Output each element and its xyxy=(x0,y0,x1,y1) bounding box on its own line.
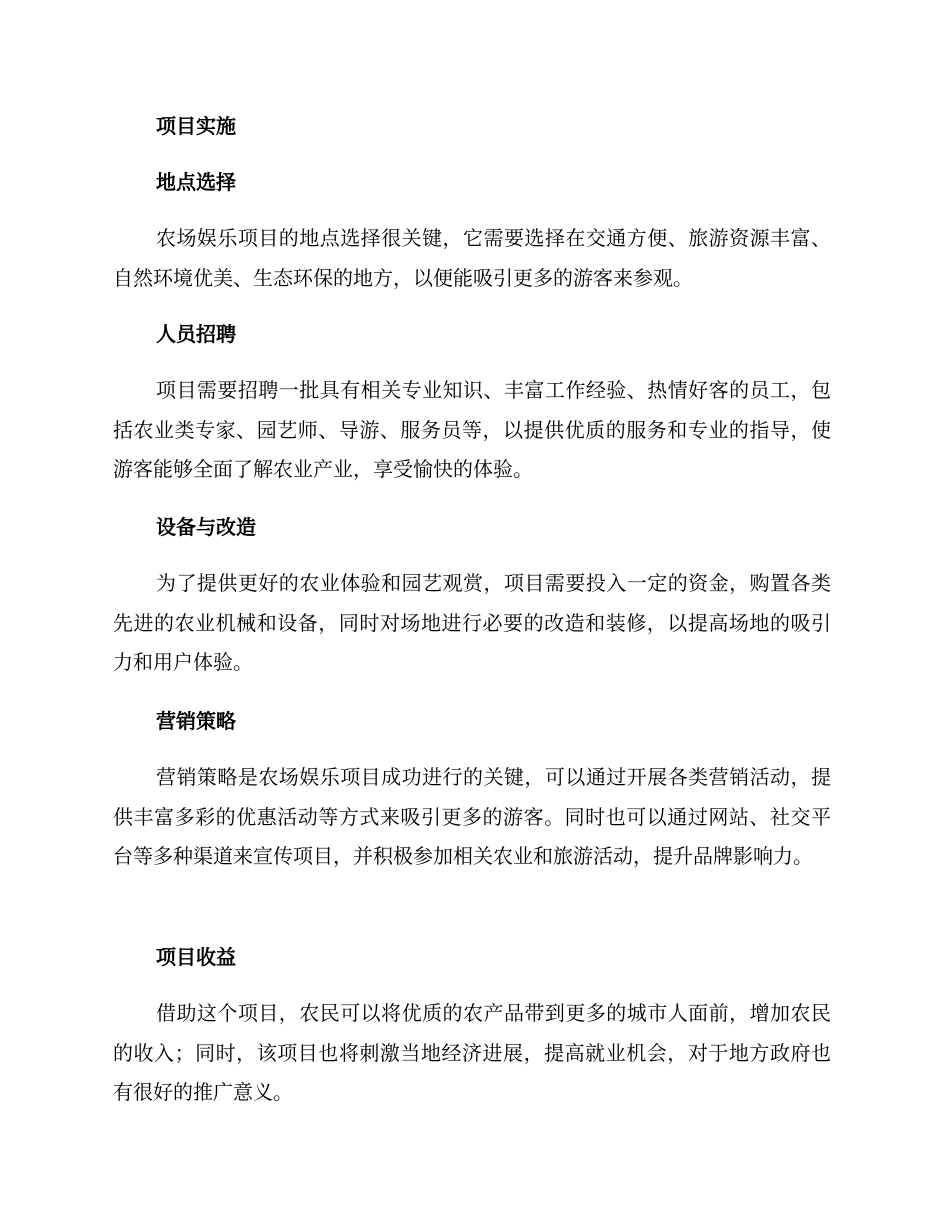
heading-site-selection: 地点选择 xyxy=(156,170,236,194)
paragraph-site-selection: 农场娱乐项目的地点选择很关键，它需要选择在交通方便、旅游资源丰富、自然环境优美、生态环保的地方，以便能吸引更多的游客来参观。 xyxy=(113,226,831,290)
paragraph-project-revenue: 借助这个项目，农民可以将优质的农产品带到更多的城市人面前，增加农民的收入；同时，该项目也将刺激当地经济进展，提高就业机会，对于地方政府也有很好的推广意义。 xyxy=(113,1001,831,1104)
heading-project-revenue: 项目收益 xyxy=(156,945,236,969)
heading-staff-recruitment: 人员招聘 xyxy=(156,322,236,346)
heading-project-implementation: 项目实施 xyxy=(156,114,236,138)
paragraph-marketing-strategy: 营销策略是农场娱乐项目成功进行的关键，可以通过开展各类营销活动，提供丰富多彩的优惠活动等方式来吸引更多的游客。同时也可以通过网站、社交平台等多种渠道来宣传项目，并积极参加相关农业和旅游活动，提升品牌影响力。 xyxy=(113,765,831,868)
heading-marketing-strategy: 营销策略 xyxy=(156,709,236,733)
paragraph-equipment-renovation: 为了提供更好的农业体验和园艺观赏，项目需要投入一定的资金，购置各类先进的农业机械和设备，同时对场地进行必要的改造和装修，以提高场地的吸引力和用户体验。 xyxy=(113,571,831,674)
heading-equipment-renovation: 设备与改造 xyxy=(156,515,256,539)
paragraph-staff-recruitment: 项目需要招聘一批具有相关专业知识、丰富工作经验、热情好客的员工，包括农业类专家、园艺师、导游、服务员等，以提供优质的服务和专业的指导，使游客能够全面了解农业产业，享受愉快的体验。 xyxy=(113,378,831,481)
